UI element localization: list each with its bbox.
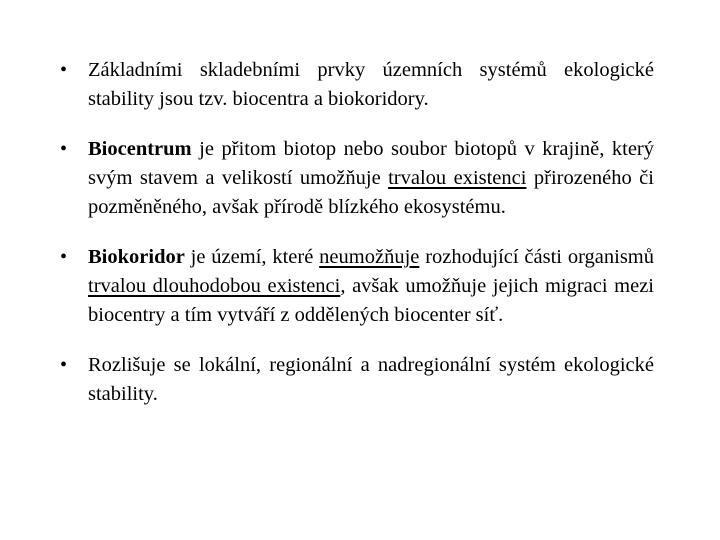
biokoridor-text-part3: , avšak umožňuje jejich migraci mezi biocentry a tím vytváří z oddělených biocenter síť. <box>88 275 655 326</box>
bullet-marker: • <box>60 246 68 268</box>
bullet-text: Základními skladebními prvky územních systémů ekologické stability jsou tzv. biocentra a biokoridory. <box>88 59 654 110</box>
bullet-item-levels <box>60 351 654 409</box>
biokoridor-underlined-text-2: trvalou dlouhodobou existenci <box>88 275 341 297</box>
bullet-text: Rozlišuje se lokální, regionální a nadregionální systém ekologické stability. <box>88 354 654 405</box>
bullet-item-biokoridor <box>60 243 654 330</box>
term-biocentrum: Biocentrum <box>88 138 192 160</box>
bullet-marker: • <box>60 59 68 81</box>
bullet-marker: • <box>60 138 68 160</box>
term-biokoridor: Biokoridor <box>88 246 185 268</box>
biokoridor-text-part2: rozhodující části organismů <box>419 246 654 268</box>
biocentrum-text-part2: přirozeného či pozměněného, avšak přírodě blízkého ekosystému. <box>88 167 654 218</box>
biokoridor-text-part1: je území, které <box>184 246 320 268</box>
biocentrum-text-part1: je přitom biotop nebo soubor biotopů v krajině, který svým stavem a velikostí umožňuje <box>88 138 654 189</box>
bullet-item-biocentrum <box>60 135 654 222</box>
biocentrum-underlined-text: trvalou existenci <box>388 167 527 189</box>
biokoridor-underlined-text-1: neumožňuje <box>319 246 420 268</box>
bullet-list <box>60 56 654 409</box>
bullet-marker: • <box>60 354 68 376</box>
bullet-item-components <box>60 56 654 114</box>
